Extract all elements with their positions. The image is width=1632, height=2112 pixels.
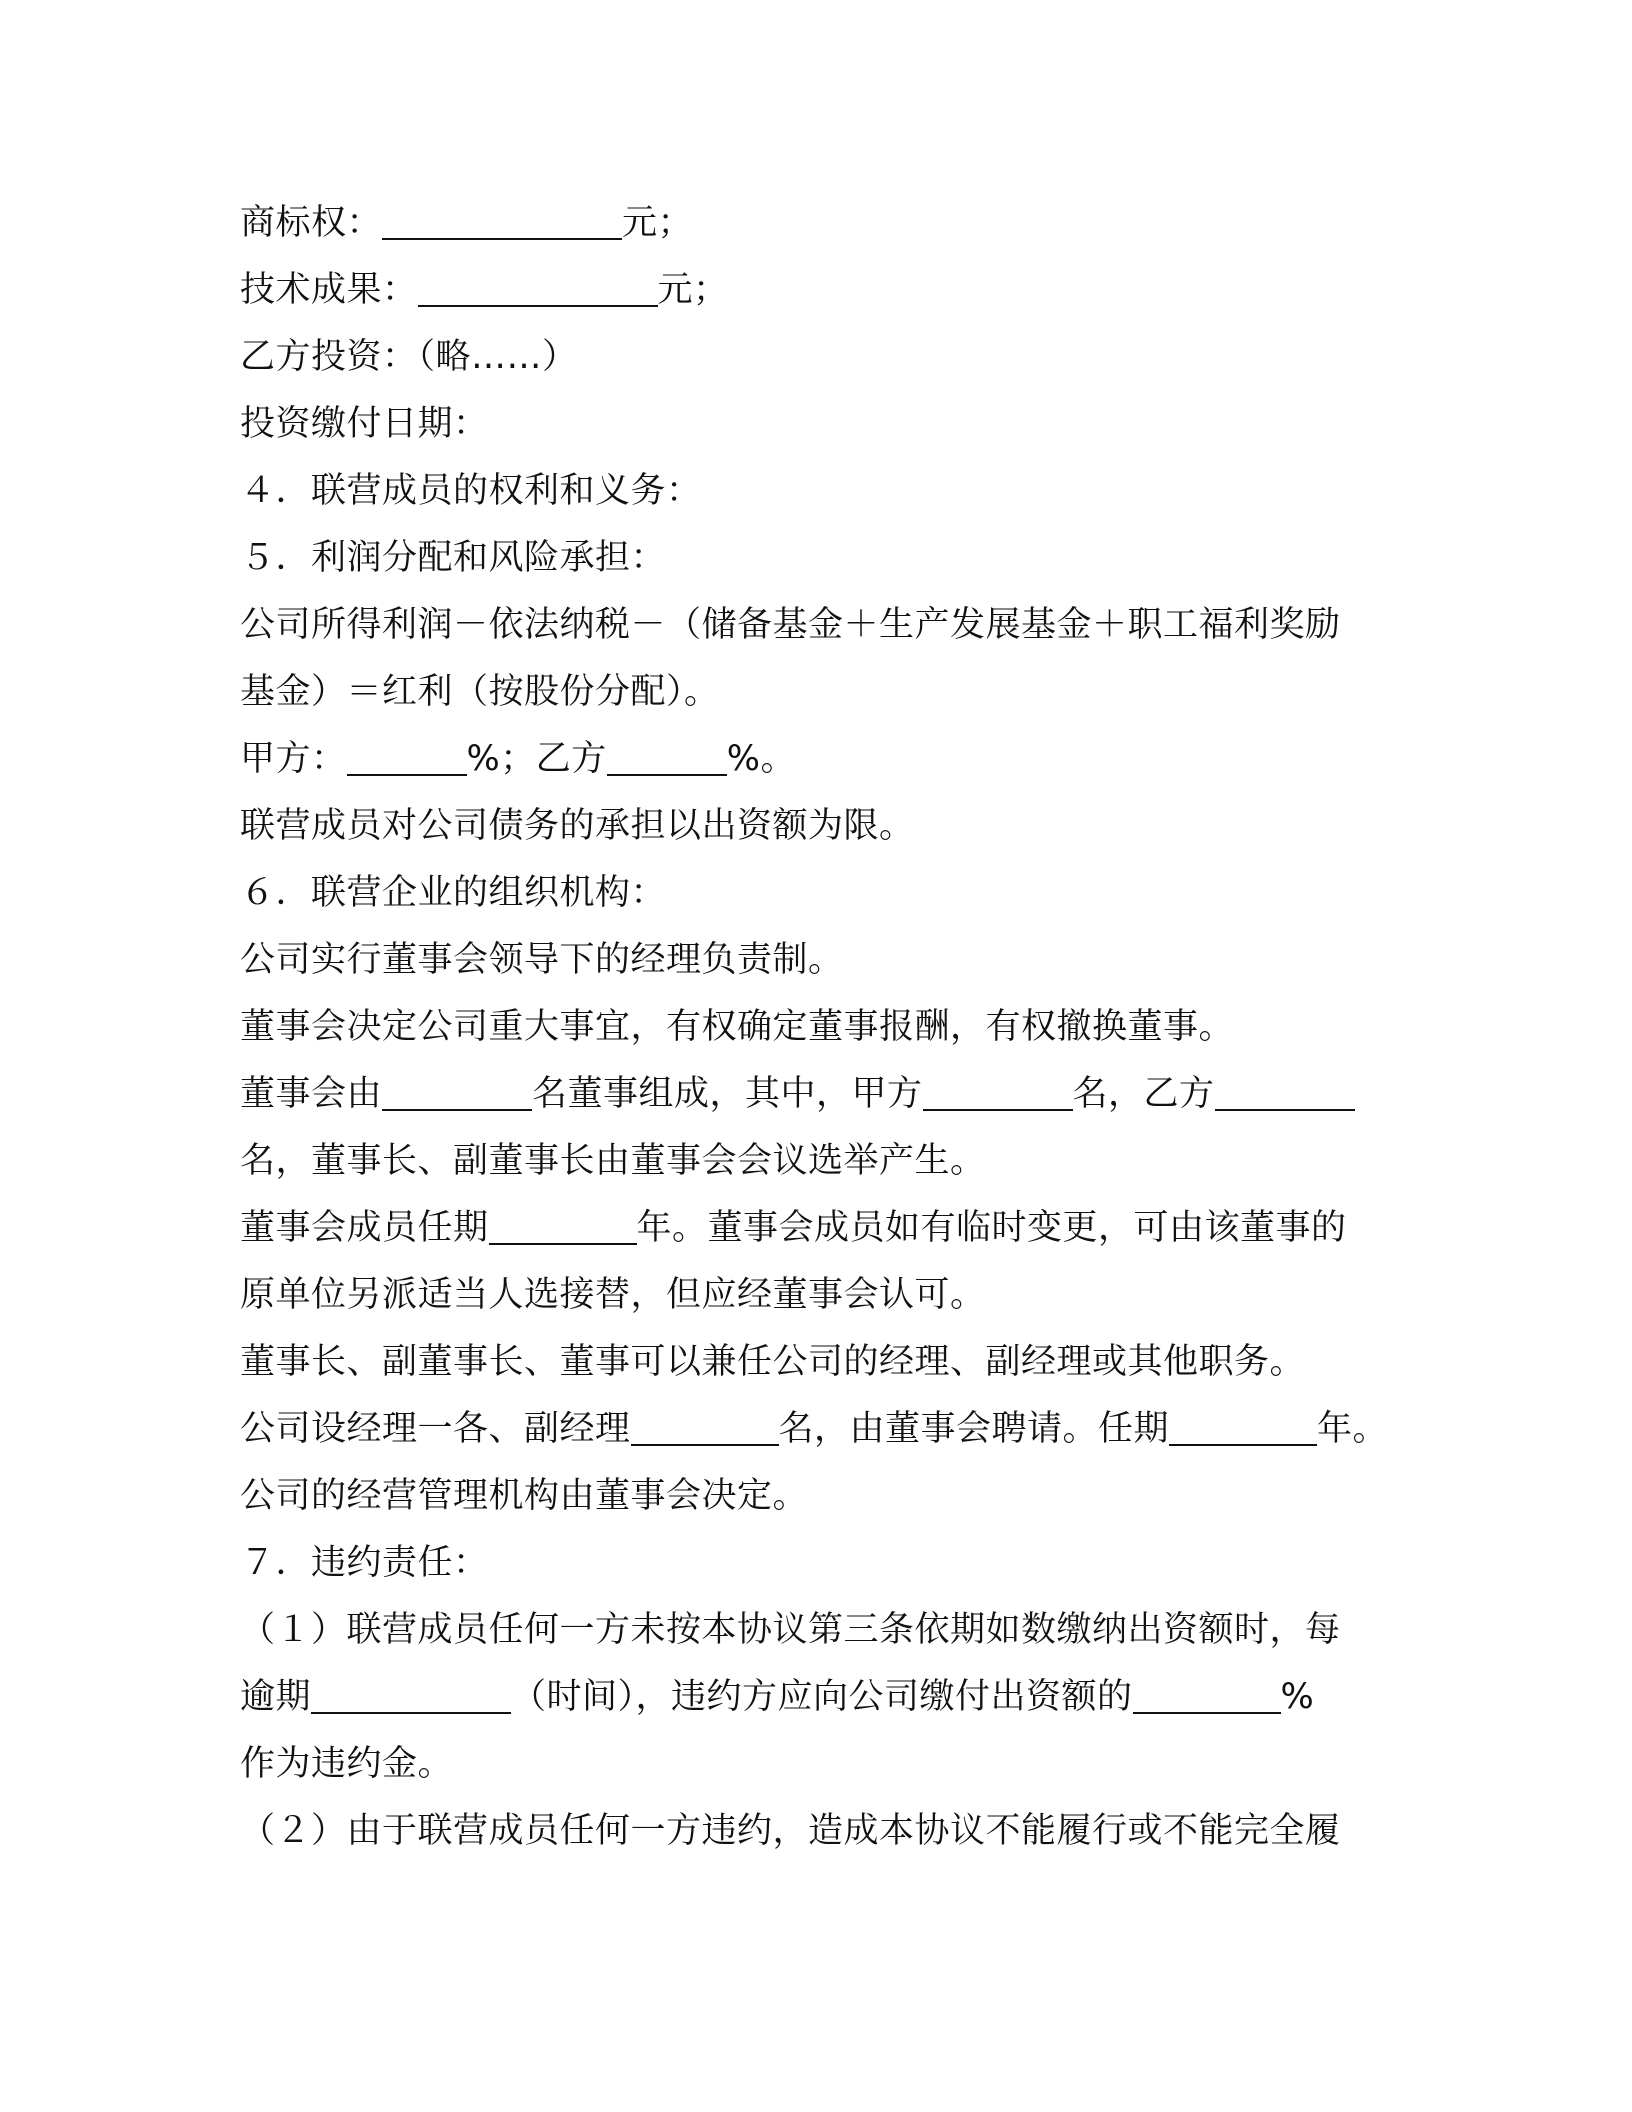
board-count-text-2: 名董事组成，其中，甲方: [532, 1074, 923, 1114]
profit-formula-line-1: 公司所得利润－依法纳税－（储备基金＋生产发展基金＋职工福利奖励: [240, 605, 1341, 645]
manager-system-line: 公司实行董事会领导下的经理负责制。: [240, 940, 844, 980]
tech-line: [240, 257, 1392, 324]
breach1-text-1: 逾期: [240, 1677, 312, 1717]
board-count-line: [240, 1061, 1392, 1128]
board-count-text-3: 名，乙方: [1072, 1074, 1215, 1114]
section-6-heading: ６．联营企业的组织机构：: [240, 873, 667, 913]
tech-unit: 元；: [657, 270, 729, 310]
breach-1-line-2: [240, 1664, 1392, 1731]
board-count-line-2: 名，董事长、副董事长由董事会会议选举产生。: [240, 1141, 986, 1181]
party-b-percent-blank: [607, 734, 727, 776]
party-b-invest-line: 乙方投资：（略……）: [240, 337, 578, 377]
penalty-percent-blank: [1133, 1672, 1281, 1714]
profit-formula-line-2: 基金）＝红利（按股份分配）。: [240, 672, 720, 712]
trademark-amount-blank: [382, 198, 622, 240]
board-powers-line: 董事会决定公司重大事宜，有权确定董事报酬，有权撤换董事。: [240, 1007, 1235, 1047]
breach-1-line-1: （１）联营成员任何一方未按本协议第三条依期如数缴纳出资额时，每: [240, 1610, 1341, 1650]
board-term-line-2: 原单位另派适当人选接替，但应经董事会认可。: [240, 1275, 986, 1315]
board-total-blank: [382, 1069, 532, 1111]
term-years-blank: [489, 1203, 637, 1245]
party-b-pct-text: %。: [726, 739, 797, 779]
section-5-heading: ５．利润分配和风险承担：: [240, 538, 667, 578]
term-text-1: 董事会成员任期: [240, 1208, 489, 1248]
gm-text-3: 年。: [1317, 1409, 1389, 1449]
gm-term-blank: [1169, 1404, 1317, 1446]
tech-label: 技术成果：: [240, 270, 418, 310]
section-4-heading: ４．联营成员的权利和义务：: [240, 471, 702, 511]
gm-text-2: 名，由董事会聘请。任期: [778, 1409, 1170, 1449]
payment-date-line: 投资缴付日期：: [240, 404, 489, 444]
section-7-heading: ７．违约责任：: [240, 1543, 489, 1583]
party-b-directors-blank: [1215, 1069, 1355, 1111]
breach-1-line-3: 作为违约金。: [240, 1744, 454, 1784]
gm-text-1: 公司设经理一各、副经理: [240, 1409, 631, 1449]
deputy-count-blank: [631, 1404, 779, 1446]
profit-share-line: [240, 726, 1392, 793]
party-a-directors-blank: [923, 1069, 1073, 1111]
party-a-percent-blank: [347, 734, 467, 776]
document-body: [240, 190, 1392, 1865]
general-manager-line: [240, 1396, 1392, 1463]
debt-limit-line: 联营成员对公司债务的承担以出资额为限。: [240, 806, 915, 846]
board-count-text-1: 董事会由: [240, 1074, 383, 1114]
trademark-label: 商标权：: [240, 203, 383, 243]
trademark-line: [240, 190, 1392, 257]
mgmt-org-line: 公司的经营管理机构由董事会决定。: [240, 1476, 809, 1516]
trademark-unit: 元；: [622, 203, 694, 243]
breach1-text-2: （时间），违约方应向公司缴付出资额的: [511, 1677, 1133, 1717]
party-a-pct-text: %；乙方: [466, 739, 607, 779]
breach-2-line-1: （２）由于联营成员任何一方违约，造成本协议不能履行或不能完全履: [240, 1811, 1341, 1851]
tech-amount-blank: [418, 265, 658, 307]
concurrent-roles-line: 董事长、副董事长、董事可以兼任公司的经理、副经理或其他职务。: [240, 1342, 1306, 1382]
board-term-line: [240, 1195, 1392, 1262]
breach1-text-3: %: [1280, 1677, 1315, 1717]
term-text-2: 年。董事会成员如有临时变更，可由该董事的: [636, 1208, 1347, 1248]
overdue-time-blank: [311, 1672, 511, 1714]
party-a-label: 甲方：: [240, 739, 347, 779]
